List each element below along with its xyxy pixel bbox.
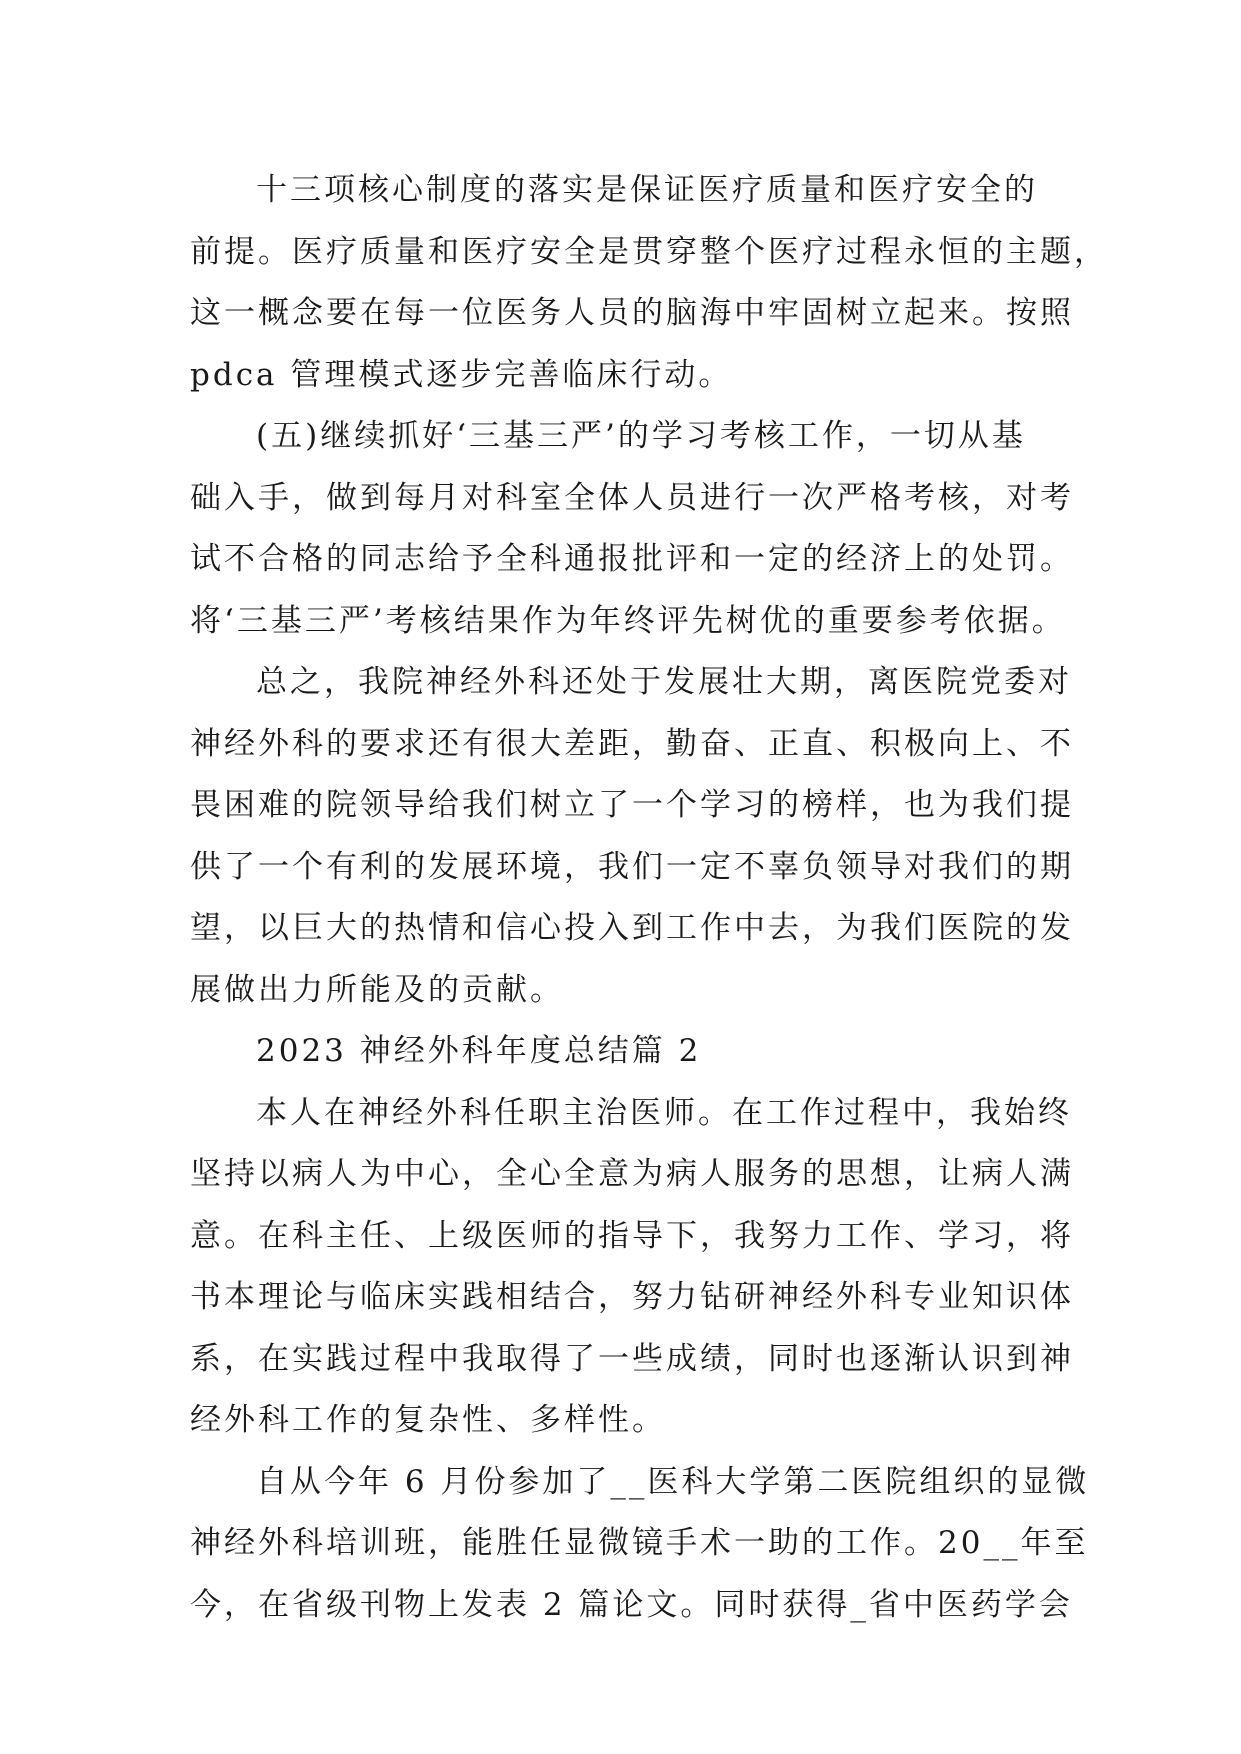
text-line: 展做出力所能及的贡献。	[190, 971, 564, 1008]
document-body	[190, 160, 1108, 1636]
text-line: 自从今年 6 月份参加了__医科大学第二医院组织的显微	[256, 1463, 1090, 1500]
text-line: 供了一个有利的发展环境，我们一定不辜负领导对我们的期	[190, 848, 1074, 885]
text-line: 书本理论与临床实践相结合，努力钻研神经外科专业知识体	[190, 1279, 1074, 1315]
text-line: pdca 管理模式逐步完善临床行动。	[190, 356, 733, 393]
text-line: 意。在科主任、上级医师的指导下，我努力工作、学习，将	[190, 1217, 1074, 1254]
text-line: 望，以巨大的热情和信心投入到工作中去，为我们医院的发	[190, 910, 1074, 946]
text-line: 坚持以病人为中心，全心全意为病人服务的思想，让病人满	[190, 1156, 1074, 1192]
text-line: 神经外科的要求还有很大差距，勤奋、正直、积极向上、不	[190, 725, 1074, 762]
text-line: 试不合格的同志给予全科通报批评和一定的经济上的处罚。	[190, 541, 1074, 577]
text-line: 本人在神经外科任职主治医师。在工作过程中，我始终	[256, 1094, 1072, 1131]
text-line: 神经外科培训班，能胜任显微镜手术一助的工作。20__年至	[190, 1525, 1089, 1561]
text-line: 今，在省级刊物上发表 2 篇论文。同时获得_省中医药学会	[190, 1586, 1073, 1623]
section-heading: 2023 神经外科年度总结篇 2	[256, 1033, 702, 1069]
text-line: 前提。医疗质量和医疗安全是贯穿整个医疗过程永恒的主题，	[190, 233, 1108, 270]
text-line: 系，在实践过程中我取得了一些成绩，同时也逐渐认识到神	[190, 1340, 1074, 1377]
text-line: 础入手，做到每月对科室全体人员进行一次严格考核，对考	[190, 479, 1074, 516]
text-line: (五)继续抓好‘三基三严’的学习考核工作，一切从基	[256, 418, 1026, 454]
text-line: 这一概念要在每一位医务人员的脑海中牢固树立起来。按照	[190, 295, 1074, 331]
text-line: 总之，我院神经外科还处于发展壮大期，离医院党委对	[256, 664, 1072, 700]
text-line: 十三项核心制度的落实是保证医疗质量和医疗安全的	[256, 172, 1038, 208]
text-line: 将‘三基三严’考核结果作为年终评先树优的重要参考依据。	[190, 602, 1066, 639]
text-line: 畏困难的院领导给我们树立了一个学习的榜样，也为我们提	[190, 787, 1074, 823]
text-line: 经外科工作的复杂性、多样性。	[190, 1402, 666, 1438]
